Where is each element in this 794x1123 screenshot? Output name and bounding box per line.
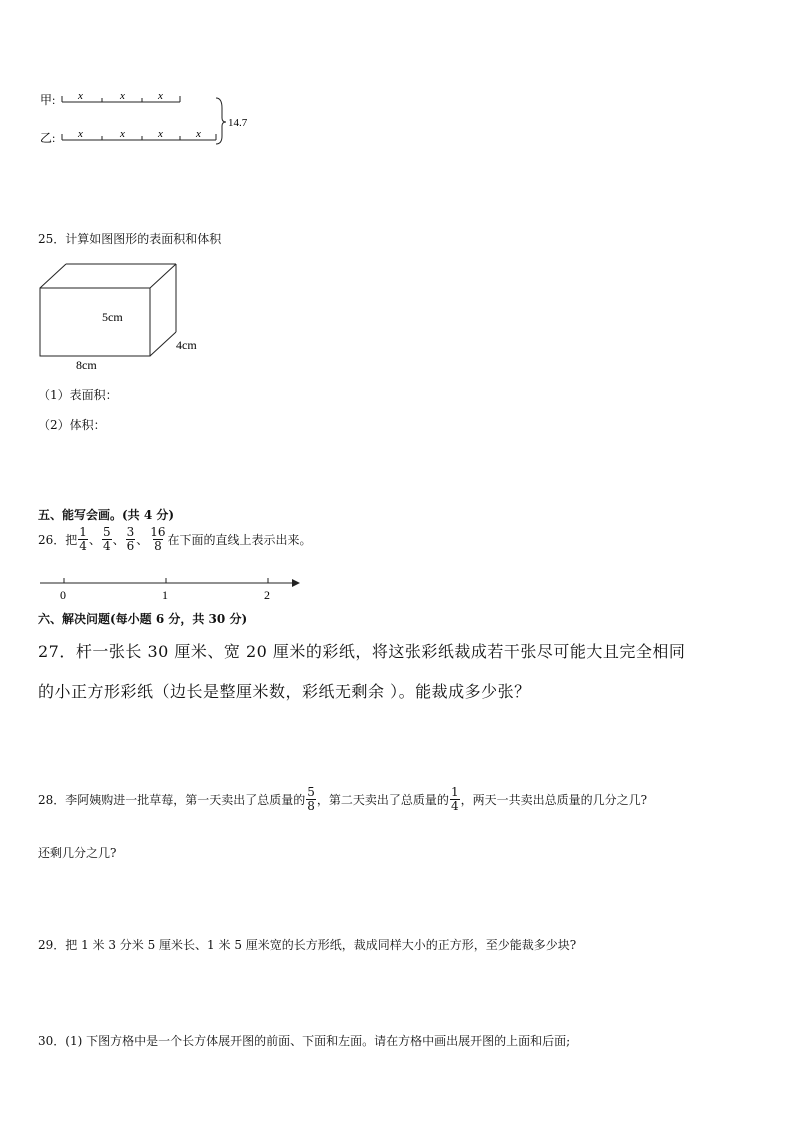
section6-heading: 六、解决问题(每小题 6 分，共 30 分) <box>38 612 248 626</box>
q27-line1: 27．杆一张长 30 厘米、宽 20 厘米的彩纸，将这张彩纸裁成若干张尽可能大且完全相同 <box>38 642 686 661</box>
cuboid-edge-tl <box>40 264 66 288</box>
row-yi-label: 乙: <box>40 131 56 145</box>
q28-part1: 28．李阿姨购进一批草莓，第一天卖出了总质量的 <box>38 793 306 807</box>
tick-label-1: 1 <box>162 588 168 602</box>
separator: 、 <box>88 533 101 547</box>
yi-x-2: x <box>120 128 125 140</box>
yi-x-1: x <box>78 128 83 140</box>
q28-line2: 还剩几分之几? <box>38 846 117 860</box>
q28-part2: ，第二天卖出了总质量的 <box>316 793 449 807</box>
q26-question <box>38 526 312 553</box>
height-label: 5cm <box>102 310 123 324</box>
jia-x-1: x <box>78 90 83 102</box>
cuboid-diagram <box>36 260 216 376</box>
number-line <box>38 574 302 604</box>
cuboid-edge-tr <box>150 264 176 288</box>
fraction-1-4: $\frac{1}{4}$ <box>450 785 459 813</box>
number-line-svg <box>38 574 302 604</box>
q30-question: 30．(1) 下图方格中是一个长方体展开图的前面、下面和左面。请在方格中画出展开图的上面和后面; <box>38 1034 571 1048</box>
fraction-3-6: $\frac{3}{6}$ <box>126 525 135 553</box>
segment-diagram <box>38 84 268 150</box>
q27-line2: 的小正方形彩纸（边长是整厘米数，彩纸无剩余 ）。能裁成多少张？ <box>38 682 531 701</box>
right-brace <box>216 98 226 144</box>
jia-x-2: x <box>120 90 125 102</box>
separator: 、 <box>112 533 125 547</box>
length-label: 8cm <box>76 358 97 372</box>
depth-label: 4cm <box>176 338 197 352</box>
q26-suffix: 在下面的直线上表示出来。 <box>167 533 312 547</box>
fraction-5-4: $\frac{5}{4}$ <box>102 525 111 553</box>
q25-surface-area: （1）表面积： <box>38 388 118 402</box>
fraction-5-8: $\frac{5}{8}$ <box>307 785 315 813</box>
tick-label-2: 2 <box>264 588 270 602</box>
q28-question <box>38 786 647 813</box>
fraction-1-4: $\frac{1}{4}$ <box>79 525 87 553</box>
separator: 、 <box>136 533 149 547</box>
row-jia-label: 甲: <box>40 93 56 107</box>
cuboid-edge-br <box>150 332 176 356</box>
q26-prefix: 26．把 <box>38 533 78 547</box>
section5-heading: 五、能写会画。(共 4 分) <box>38 508 175 522</box>
arrow-right-icon <box>292 579 300 587</box>
yi-x-4: x <box>196 128 201 140</box>
q25-cuboid-figure <box>36 260 216 376</box>
total-label: 14.7 <box>228 117 248 129</box>
q25-title: 25．计算如图图形的表面积和体积 <box>38 232 222 246</box>
tick-label-0: 0 <box>60 588 66 602</box>
yi-x-3: x <box>158 128 163 140</box>
fraction-16-8: $\frac{16}{8}$ <box>150 525 166 553</box>
jia-x-3: x <box>158 90 163 102</box>
q29-question: 29．把 1 米 3 分米 5 厘米长、1 米 5 厘米宽的长方形纸，裁成同样大小的正方形，至少能裁多少块? <box>38 938 577 952</box>
q28-part3: ，两天一共卖出总质量的几分之几? <box>460 793 648 807</box>
cuboid-front-face <box>40 288 150 356</box>
q25-volume: （2）体积： <box>38 418 106 432</box>
q24-segment-figure <box>38 84 268 150</box>
